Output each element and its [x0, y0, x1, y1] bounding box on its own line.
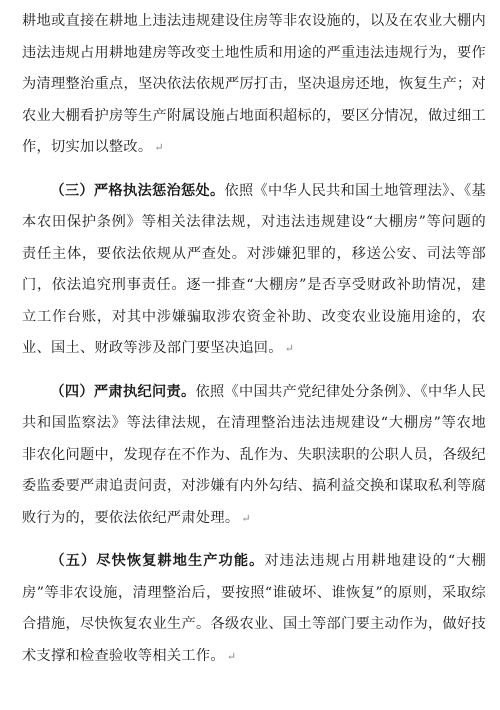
- paragraph-4-text: 对违法违规占用耕地建设的“大棚房”等非农设施，清理整治后，要按照“谁破坏、谁恢复”的原则，采取综合措施，尽快恢复农业生产。各级农业、国土等部门要主动作为，做好技术支撑和检查验收等相关工作。: [22, 553, 486, 664]
- paragraph-mark: ↵: [284, 342, 295, 355]
- paragraph-2: [22, 176, 486, 365]
- section-heading-4: （四）严肃执纪问责。: [50, 383, 196, 400]
- section-heading-5: （五）尽快恢复耕地生产功能。: [50, 553, 265, 569]
- paragraph-1-text: 耕地或直接在耕地上违法违规建设住房等非农设施的，以及在农业大棚内违法违规占用耕地建房等改变土地性质和用途的严重违法违规行为，要作为清理整治重点，坚决依法依规严厉打击，坚决退房还地，恢复生产；对农业大棚看护房等生产附属设施占地面积超标的，要区分情况，做过细工作，切实加以整改。: [22, 13, 486, 155]
- paragraph-3: [22, 377, 486, 535]
- paragraph-mark: ↵: [154, 141, 164, 154]
- paragraph-3-text: 依照《中国共产党纪律处分条例》、《中华人民共和国监察法》等法律法规，在清理整治违法违规建设“大棚房”等农地非农化问题中，发现存在不作为、乱作为、失职渎职的公职人员，各级纪委监委要严肃追责问责，对涉嫌有内外勾结、搞利益交换和谋取私利等腐败行为的，要依法依纪严肃处理。: [22, 383, 486, 526]
- paragraph-mark: ↵: [226, 649, 237, 663]
- paragraph-mark: ↵: [241, 511, 251, 525]
- paragraph-1: [22, 6, 486, 164]
- paragraph-4: [22, 546, 486, 672]
- paragraph-2-text: 依照《中华人民共和国土地管理法》、《基本农田保护条例》等相关法律法规，对违法违规建设“大棚房”等问题的责任主体，要依法依规从严查处。对涉嫌犯罪的，移送公安、司法等部门，依法追究刑事责任。逐一排查“大棚房”是否享受财政补助情况，建立工作台账，对其中涉嫌骗取涉农资金补助、改变农业设施用途的，农业、国土、财政等涉及部门要坚决追回。: [22, 182, 486, 356]
- section-heading-3: （三）严格执法惩治惩处。: [50, 182, 225, 199]
